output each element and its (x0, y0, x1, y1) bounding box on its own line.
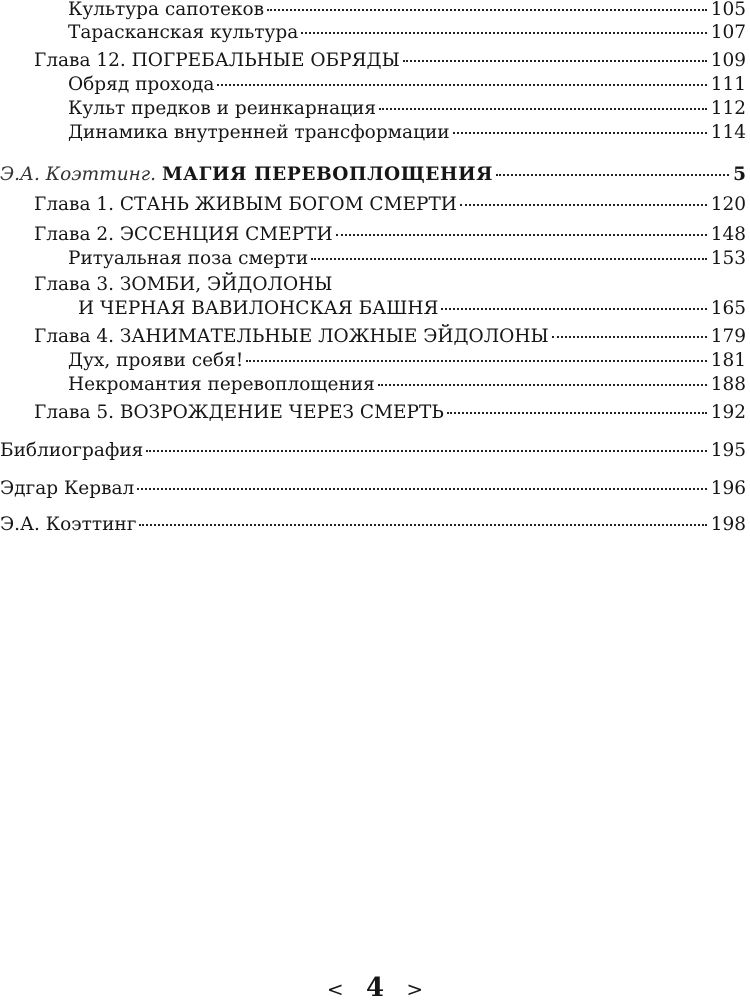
toc-entry-label: И ЧЕРНАЯ ВАВИЛОНСКАЯ БАШНЯ (78, 298, 439, 319)
toc-entry-page: 114 (710, 122, 746, 143)
dot-leader (336, 234, 707, 236)
toc-entry-label: Дух, прояви себя! (68, 350, 244, 371)
toc-entry-page: 120 (710, 194, 746, 215)
dot-leader (460, 204, 707, 206)
toc-entry-page: 192 (710, 402, 746, 423)
toc-entry-page: 5 (733, 164, 746, 185)
page-number: 4 (365, 973, 385, 1003)
dot-leader (311, 258, 706, 260)
toc-entry (0, 478, 746, 500)
toc-entry-page: 196 (710, 478, 746, 499)
page-footer (0, 973, 750, 1003)
dot-leader (496, 174, 729, 176)
toc-entry-label: Ритуальная поза смерти (68, 248, 309, 269)
toc-entry (68, 0, 746, 21)
toc-entry-label: Глава 2. ЭССЕНЦИЯ СМЕРТИ (34, 224, 333, 245)
dot-leader (441, 308, 706, 310)
toc-entry (78, 298, 746, 320)
toc-entry-page: 107 (710, 22, 746, 43)
toc-entry (68, 248, 746, 270)
toc-entry-page: 165 (710, 298, 746, 319)
toc-entry (68, 374, 746, 396)
toc-entry-label: Обряд прохода (68, 74, 215, 95)
toc-section-label (0, 164, 493, 186)
dot-leader (217, 84, 706, 86)
toc-entry-label: Глава 12. ПОГРЕБАЛЬНЫЕ ОБРЯДЫ (34, 50, 400, 71)
toc-entry-label: Культ предков и реинкарнация (68, 98, 377, 119)
toc-entry (0, 514, 746, 536)
dot-leader (447, 412, 707, 414)
toc-entry-label: Эдгар Кервал (0, 478, 135, 499)
dot-leader (139, 524, 706, 526)
toc-entry-page: 112 (710, 98, 746, 119)
toc-entry-page: 105 (710, 0, 746, 20)
dot-leader (246, 360, 706, 362)
toc-entry (68, 122, 746, 144)
toc-entry-label: Тарасканская культура (68, 22, 299, 43)
toc-entry (34, 50, 746, 72)
dot-leader (301, 32, 706, 34)
dot-leader (403, 60, 707, 62)
toc-entry-page: 179 (710, 326, 746, 347)
dot-leader (552, 336, 707, 338)
toc-entry-page: 153 (710, 248, 746, 269)
toc-entry-label: Глава 5. ВОЗРОЖДЕНИЕ ЧЕРЕЗ СМЕРТЬ (34, 402, 444, 423)
toc-entry-page: 109 (710, 50, 746, 71)
toc-entry-label: Культура сапотеков (68, 0, 265, 20)
toc-entry-label: Динамика внутренней трансформации (68, 122, 450, 143)
toc-entry-first-line (34, 274, 746, 296)
toc-entry-label: Глава 1. СТАНЬ ЖИВЫМ БОГОМ СМЕРТИ (34, 194, 457, 215)
toc-entry-page: 111 (710, 74, 746, 95)
footer-left-mark: < (326, 977, 344, 1001)
dot-leader (378, 384, 707, 386)
dot-leader (379, 108, 707, 110)
toc-entry (68, 350, 746, 372)
toc-entry-page: 195 (710, 440, 746, 461)
toc-entry (68, 74, 746, 96)
dot-leader (146, 450, 706, 452)
toc-entry-page: 198 (710, 514, 746, 535)
toc-section-heading (0, 164, 746, 186)
section-author: Э.А. Коэттинг. (0, 164, 157, 185)
toc-entry (68, 22, 746, 44)
toc-entry-page: 148 (710, 224, 746, 245)
toc-entry (34, 402, 746, 424)
toc-entry-label: Глава 3. ЗОМБИ, ЭЙДОЛОНЫ (34, 274, 333, 295)
toc-entry (34, 194, 746, 216)
toc-entry-label: Библиография (0, 440, 144, 461)
footer-right-mark: > (406, 977, 424, 1001)
dot-leader (267, 9, 707, 11)
toc-entry-page: 181 (710, 350, 746, 371)
toc-entry-label: Некромантия перевоплощения (68, 374, 375, 395)
toc-entry-label: Э.А. Коэттинг (0, 514, 137, 535)
toc-entry (34, 224, 746, 246)
toc-entry (34, 326, 746, 348)
section-title: МАГИЯ ПЕРЕВОПЛОЩЕНИЯ (161, 164, 494, 185)
dot-leader (453, 132, 707, 134)
toc-entry (0, 440, 746, 462)
toc-entry-page: 188 (710, 374, 746, 395)
dot-leader (137, 488, 706, 490)
toc-entry (68, 98, 746, 120)
toc-entry-label: Глава 4. ЗАНИМАТЕЛЬНЫЕ ЛОЖНЫЕ ЭЙДОЛОНЫ (34, 326, 549, 347)
